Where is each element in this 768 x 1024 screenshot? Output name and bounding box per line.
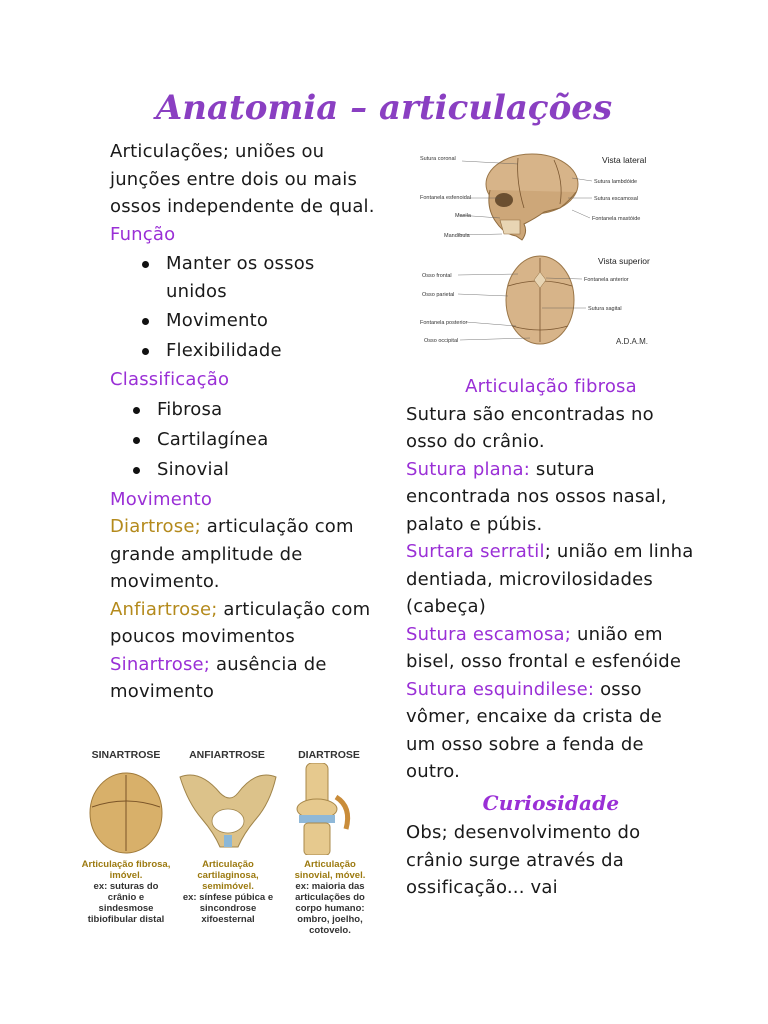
skull-label: Osso frontal	[422, 273, 452, 279]
anfiartrose-head: ANFIARTROSE	[189, 749, 265, 761]
anfiartrose-caption	[176, 859, 280, 925]
list-item: Cartilagínea	[131, 426, 380, 454]
skull-label: Sutura lambdóide	[594, 179, 638, 185]
caption-type: Articulação fibrosa, imóvel.	[81, 859, 171, 881]
diartrose-head: DIARTROSE	[298, 749, 360, 761]
skull-label: Fontanela anterior	[584, 277, 629, 283]
classificacao-list	[131, 396, 380, 484]
diartrose-text: articulação com grande amplitude de movimento.	[110, 516, 354, 592]
sinartrose-caption	[80, 859, 172, 925]
sutura-serratil-term: Surtara serratil	[406, 541, 545, 562]
left-column	[110, 138, 380, 706]
sutura-esquindilese-text: osso vômer, encaixe da crista de um osso sobre a fenda de outro.	[406, 678, 662, 782]
sutura-intro: Sutura são encontradas no osso do crânio.	[406, 403, 654, 452]
skull-illustration	[420, 148, 672, 348]
movimento-heading: Movimento	[110, 488, 213, 510]
knee-icon	[297, 763, 348, 855]
caption-example: ex: sínfese púbica e sincondrose xifoesternal	[182, 892, 274, 925]
skull-label: Sutura escamosal	[594, 196, 639, 202]
skull-label: Osso occipital	[424, 338, 459, 344]
skull-label: Mandíbula	[444, 233, 470, 239]
sutura-escamosa-text: união em bisel, osso frontal e esfenóide	[406, 623, 682, 672]
adam-credit: A.D.A.M.	[616, 337, 649, 346]
sutura-plana-text: sutura encontrada nos ossos nasal, palato e púbis.	[406, 458, 667, 535]
funcao-heading: Função	[110, 223, 176, 245]
diartrose-caption	[284, 859, 376, 936]
classificacao-heading: Classificação	[110, 369, 230, 390]
superior-skull	[506, 256, 574, 344]
anfiartrose-term: Anfiartrose;	[110, 598, 218, 620]
diartrose-paragraph	[110, 513, 380, 596]
right-column	[406, 373, 696, 902]
skull-label: Osso parietal	[422, 292, 455, 298]
sutura-serratil-text: ; união em linha dentiada, microvilosidades (cabeça)	[406, 541, 694, 617]
skull-label: Fontanela mastóide	[592, 216, 641, 222]
sutura-esquindilese-term: Sutura esquindilese:	[406, 678, 595, 700]
sinartrose-paragraph	[110, 651, 380, 706]
sutura-serratil-paragraph	[406, 538, 696, 621]
skull-label: Sutura coronal	[420, 156, 456, 162]
lateral-view-title: Vista lateral	[602, 155, 647, 165]
list-item: Flexibilidade	[140, 337, 380, 365]
skull-label: Sutura sagital	[588, 306, 622, 312]
curiosidade-heading: Curiosidade	[482, 790, 620, 815]
caption-example: ex: maioria das articulações do corpo humano: ombro, joelho, cotovelo.	[295, 881, 365, 936]
list-item: Fibrosa	[131, 396, 380, 424]
list-item: Sinovial	[131, 456, 380, 484]
page-title: Anatomia – articulações	[155, 88, 613, 128]
sinartrose-text: ausência de movimento	[110, 653, 327, 702]
intro-text: Articulações; uniões ou junções entre dois ou mais ossos independente de qual.	[110, 141, 375, 217]
caption-type: Articulação sinovial, móvel.	[294, 859, 366, 881]
skull-top-icon	[90, 773, 162, 853]
funcao-list	[140, 250, 380, 364]
lateral-skull	[486, 154, 578, 240]
pelvis-icon	[180, 775, 276, 847]
joint-drawings	[80, 763, 375, 855]
sinartrose-head: SINARTROSE	[91, 749, 161, 761]
obs-text: Obs; desenvolvimento do crânio surge através da ossificação... vai	[406, 822, 641, 898]
anfiartrose-text: articulação com poucos movimentos	[110, 598, 371, 647]
caption-example: ex: suturas do crânio e sindesmose tibiofibular distal	[87, 881, 165, 925]
anfiartrose-paragraph	[110, 596, 380, 651]
superior-view-title: Vista superior	[598, 256, 650, 266]
sinartrose-term: Sinartrose;	[110, 653, 211, 675]
joint-types-illustration	[80, 745, 375, 940]
sutura-escamosa-term: Sutura escamosa;	[406, 623, 572, 645]
skull-label: Maxila	[455, 213, 471, 219]
sutura-plana-term: Sutura plana:	[406, 458, 531, 480]
sutura-plana-paragraph	[406, 456, 696, 539]
sutura-esquindilese-paragraph	[406, 676, 696, 786]
skull-label: Fontanela posterior	[420, 320, 468, 326]
sutura-escamosa-paragraph	[406, 621, 696, 676]
diartrose-term: Diartrose;	[110, 516, 201, 537]
caption-type: Articulação cartilaginosa, semimóvel.	[197, 859, 259, 892]
list-item: Manter os ossos unidos	[140, 250, 380, 305]
skull-label: Fontanela esfenoidal	[420, 195, 472, 201]
list-item: Movimento	[140, 307, 380, 335]
fibrosa-heading: Articulação fibrosa	[465, 376, 637, 397]
